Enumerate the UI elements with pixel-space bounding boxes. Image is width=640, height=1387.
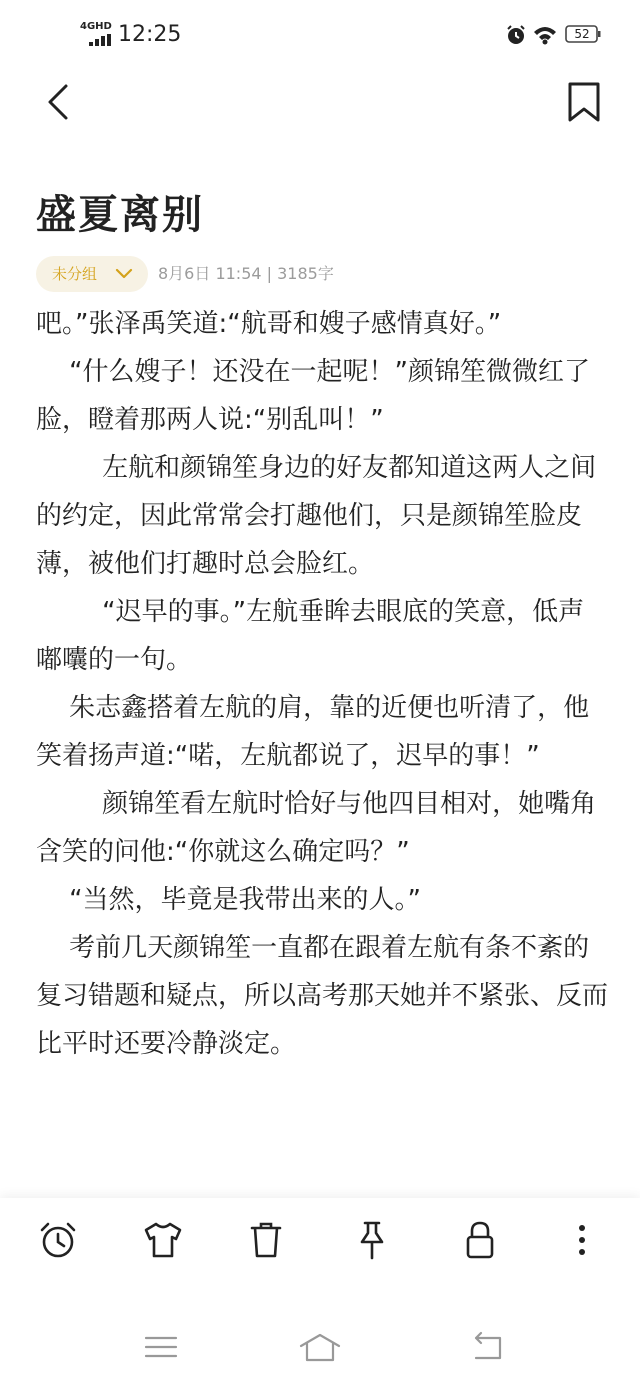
paragraph: 考前几天颜锦笙一直都在跟着左航有条不紊的复习错题和疑点，所以高考那天她并不紧张、反而比平时还要冷静淡定。 (36, 933, 608, 1059)
note-body[interactable] (36, 300, 608, 1200)
group-selector[interactable] (36, 256, 148, 292)
paragraph: 吧。”张泽禹笑道:“航哥和嫂子感情真好。” (36, 309, 502, 339)
alarm-status-icon (505, 24, 527, 46)
network-type: 4GHD (80, 21, 112, 32)
home-icon[interactable] (298, 1330, 342, 1364)
paragraph: 左航和颜锦笙身边的好友都知道这两人之间的约定，因此常常会打趣他们，只是颜锦笙脸皮薄，被他们打趣时总会脸红。 (36, 453, 597, 579)
battery-level: 52 (574, 27, 590, 41)
bookmark-button[interactable] (562, 78, 606, 126)
note-toolbar (0, 1198, 640, 1290)
signal-icon (89, 34, 113, 46)
back-icon[interactable] (466, 1330, 510, 1364)
pin-icon[interactable] (350, 1218, 394, 1262)
shirt-icon[interactable] (141, 1218, 185, 1262)
chevron-down-icon (114, 265, 134, 283)
paragraph: “当然，毕竟是我带出来的人。” (36, 885, 422, 915)
lock-icon[interactable] (458, 1218, 502, 1262)
status-time: 12:25 (118, 22, 182, 47)
group-label: 未分组 (52, 265, 98, 283)
status-bar (0, 0, 640, 70)
back-button[interactable] (40, 80, 80, 124)
paragraph: 朱志鑫搭着左航的肩，靠的近便也听清了，他笑着扬声道:“喏，左航都说了，迟早的事！” (36, 693, 590, 771)
note-title[interactable]: 盛夏离别 (36, 192, 204, 238)
trash-icon[interactable] (244, 1218, 288, 1262)
paragraph: 颜锦笙看左航时恰好与他四目相对，她嘴角含笑的问他:“你就这么确定吗？” (36, 789, 597, 867)
system-nav-bar (0, 1290, 640, 1387)
wifi-icon (533, 25, 557, 45)
more-icon[interactable] (560, 1218, 604, 1262)
paragraph: “什么嫂子！还没在一起呢！”颜锦笙微微红了脸，瞪着那两人说:“别乱叫！” (36, 357, 591, 435)
menu-icon[interactable] (139, 1330, 183, 1364)
alarm-icon[interactable] (36, 1218, 80, 1262)
paragraph: “迟早的事。”左航垂眸去眼底的笑意，低声嘟囔的一句。 (36, 597, 585, 675)
note-date-wordcount: 8月6日 11:54 | 3185字 (158, 264, 334, 283)
